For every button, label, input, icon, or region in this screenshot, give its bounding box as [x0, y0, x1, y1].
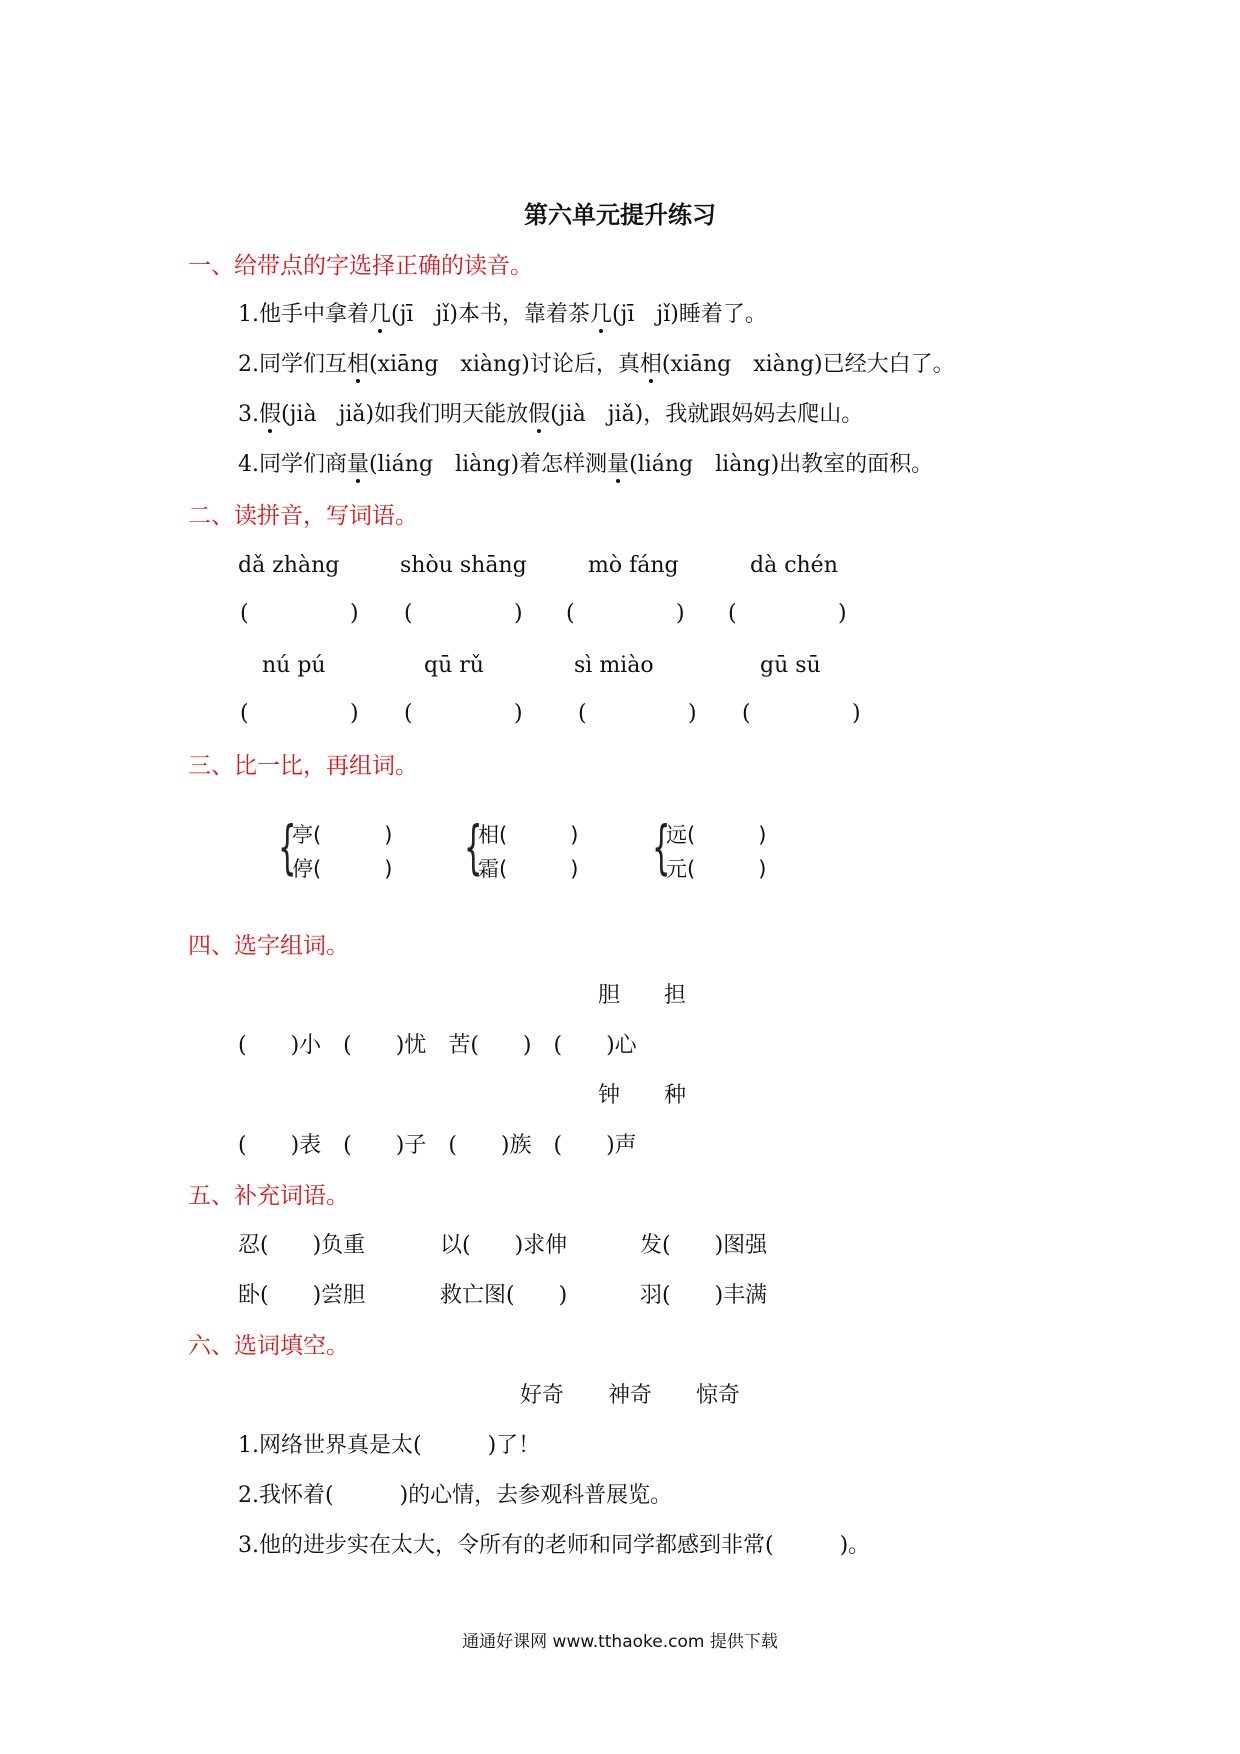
dotted-char: 假 [528, 402, 551, 427]
answer-paren-close: ) [852, 701, 861, 726]
pinyin-5: nú pú [262, 653, 326, 678]
pinyin-3: mò fáng [588, 553, 679, 578]
answer-paren-open: ( [240, 601, 249, 626]
dotted-char: 相 [639, 352, 662, 377]
section-1-heading: 一、给带点的字选择正确的读音。 [188, 253, 533, 279]
compare-bottom: 元( ) [666, 857, 767, 881]
item-text: (jià jiǎ)，我就跟妈妈去爬山。 [550, 402, 864, 427]
answer-paren-open: ( [404, 601, 413, 626]
item-text: (liáng liàng)出教室的面积。 [629, 452, 934, 477]
answer-paren-close: ) [514, 601, 523, 626]
pinyin-2: shòu shāng [400, 553, 527, 578]
section-3-heading: 三、比一比，再组词。 [188, 753, 418, 779]
item-text: (jī jǐ)睡着了。 [611, 302, 767, 327]
s6-item-2: 2.我怀着( )的心情，去参观科普展览。 [238, 1483, 673, 1508]
answer-paren-open: ( [742, 701, 751, 726]
item-text: (xiāng xiàng)讨论后，真 [369, 352, 640, 377]
item-text: 他手中拿着 [259, 302, 370, 327]
pinyin-4: dà chén [750, 553, 838, 578]
answer-paren-open: ( [240, 701, 249, 726]
s1-item-2 [238, 354, 955, 376]
s6-item-3: 3.他的进步实在太大，令所有的老师和同学都感到非常( )。 [238, 1533, 871, 1558]
compare-top: 相( ) [478, 823, 579, 847]
answer-paren-close: ) [676, 601, 685, 626]
answer-paren-open: ( [578, 701, 587, 726]
answer-paren-open: ( [404, 701, 413, 726]
compare-top: 亭( ) [292, 823, 393, 847]
idiom-3: 发( )图强 [640, 1233, 768, 1258]
dotted-char: 假 [259, 402, 282, 427]
char-choices-1: 胆 担 [598, 983, 687, 1008]
s6-item-1: 1.网络世界真是太( )了！ [238, 1433, 541, 1458]
brace-icon: { [278, 813, 297, 881]
compare-bottom: 霜( ) [478, 857, 579, 881]
s1-item-4 [238, 454, 933, 476]
section-2-heading: 二、读拼音，写词语。 [188, 503, 418, 529]
idiom-5: 救亡图( ) [440, 1283, 568, 1308]
item-text: (jī jǐ)本书，靠着茶 [391, 302, 590, 327]
idiom-6: 羽( )丰满 [640, 1283, 768, 1308]
idiom-4: 卧( )尝胆 [238, 1283, 366, 1308]
section-5-heading: 五、补充词语。 [188, 1183, 349, 1209]
pinyin-8: gū sū [760, 653, 821, 678]
answer-paren-close: ) [514, 701, 523, 726]
item-number: 3. [238, 402, 259, 427]
pinyin-7: sì miào [574, 653, 654, 678]
item-text: (jià jiǎ)如我们明天能放 [281, 402, 529, 427]
compare-bottom: 停( ) [292, 857, 393, 881]
brace-icon: { [464, 813, 483, 881]
answer-paren-open: ( [566, 601, 575, 626]
dotted-char: 量 [607, 452, 630, 477]
idiom-2: 以( )求伸 [440, 1233, 568, 1258]
answer-paren-close: ) [350, 701, 359, 726]
compare-group-1 [292, 818, 392, 886]
compare-group-3 [666, 818, 766, 886]
dotted-char: 几 [589, 302, 612, 327]
item-number: 2. [238, 352, 259, 377]
item-text: (liáng liàng)着怎样测 [369, 452, 608, 477]
item-number: 4. [238, 452, 259, 477]
brace-icon: { [652, 813, 671, 881]
word-choices: 好奇 神奇 惊奇 [520, 1383, 741, 1408]
compare-group-2 [478, 818, 578, 886]
dotted-char: 相 [347, 352, 370, 377]
dotted-char: 量 [347, 452, 370, 477]
item-number: 1. [238, 302, 259, 327]
section-4-heading: 四、选字组词。 [188, 933, 349, 959]
compare-top: 远( ) [666, 823, 767, 847]
answer-paren-close: ) [838, 601, 847, 626]
item-text: (xiāng xiàng)已经大白了。 [661, 352, 955, 377]
section-6-heading: 六、选词填空。 [188, 1333, 349, 1359]
pinyin-1: dǎ zhàng [238, 553, 340, 578]
answer-paren-close: ) [688, 701, 697, 726]
item-text: 同学们商 [259, 452, 348, 477]
pinyin-6: qū rǔ [424, 653, 484, 678]
s1-item-1 [238, 304, 767, 326]
s4-row-1: ( )小 ( )忧 苦( ) ( )心 [238, 1033, 637, 1058]
item-text: 同学们互 [259, 352, 348, 377]
page-title: 第六单元提升练习 [524, 200, 716, 229]
idiom-1: 忍( )负重 [238, 1233, 366, 1258]
answer-paren-close: ) [350, 601, 359, 626]
s1-item-3 [238, 404, 863, 426]
char-choices-2: 钟 种 [598, 1083, 687, 1108]
s4-row-2: ( )表 ( )子 ( )族 ( )声 [238, 1133, 637, 1158]
answer-paren-open: ( [728, 601, 737, 626]
footer: 通通好课网 www.tthaoke.com 提供下载 [462, 1632, 778, 1652]
dotted-char: 几 [369, 302, 392, 327]
